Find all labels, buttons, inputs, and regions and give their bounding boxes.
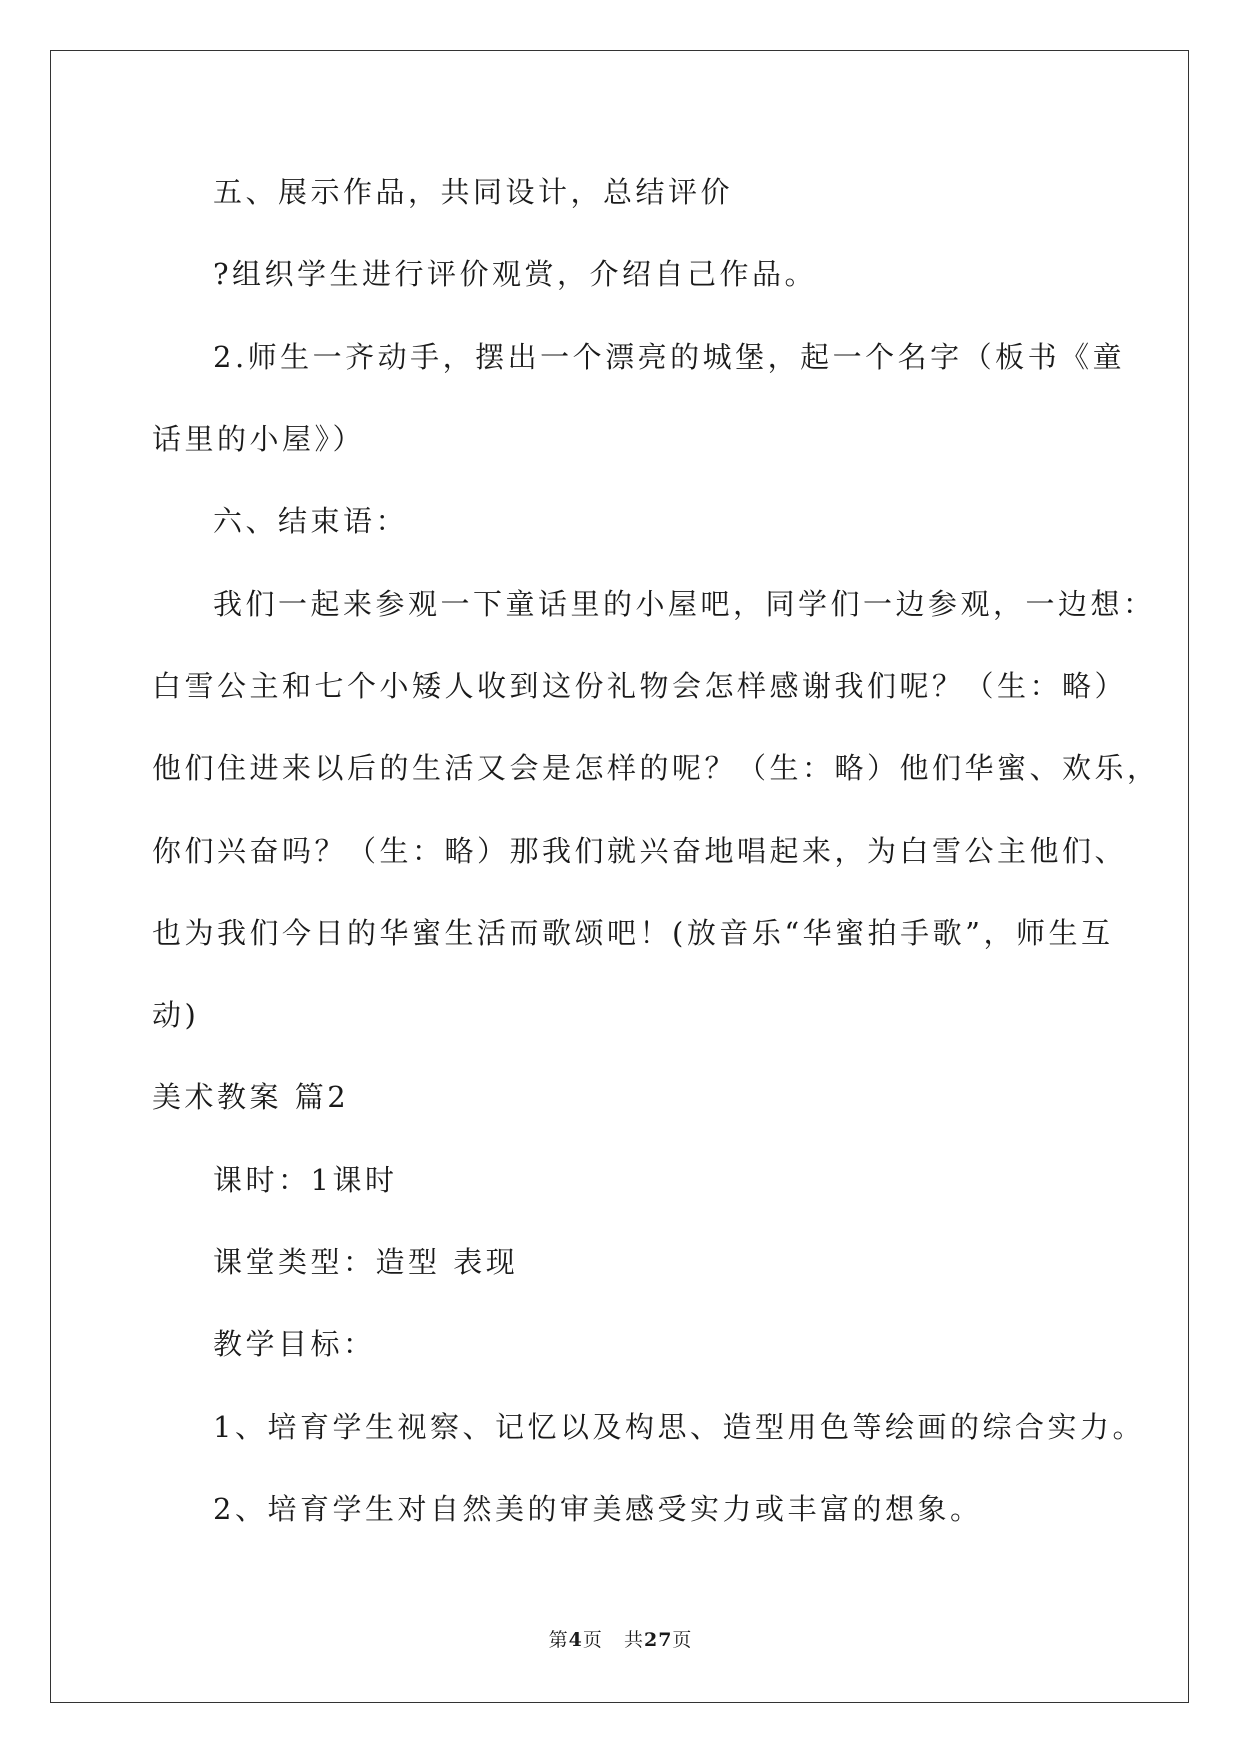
paragraph-line: 1、培育学生视察、记忆以及构思、造型用色等绘画的综合实力。 <box>213 1410 1145 1444</box>
page-prefix: 第 <box>548 1629 569 1651</box>
paragraph-line: 2.师生一齐动手，摆出一个漂亮的城堡，起一个名字（板书《童 <box>213 340 1126 374</box>
paragraph-line: 课时：1课时 <box>213 1163 398 1197</box>
paragraph-line: 我们一起来参观一下童话里的小屋吧，同学们一边参观，一边想： <box>213 587 1156 621</box>
paragraph-line: 话里的小屋》） <box>152 422 366 456</box>
section-heading-5: 五、展示作品，共同设计，总结评价 <box>213 175 734 209</box>
paragraph-line: ?组织学生进行评价观赏，介绍自己作品。 <box>213 257 818 291</box>
paragraph-line: 动) <box>152 998 200 1032</box>
total-prefix: 共 <box>623 1629 644 1651</box>
page-unit: 页 <box>582 1629 603 1651</box>
total-unit: 页 <box>672 1629 693 1651</box>
paragraph-line: 他们住进来以后的生活又会是怎样的呢？（生：略）他们华蜜、欢乐， <box>152 751 1160 785</box>
paragraph-line: 教学目标： <box>213 1327 376 1361</box>
paragraph-line: 2、培育学生对自然美的审美感受实力或丰富的想象。 <box>213 1492 983 1526</box>
section-heading-6: 六、结束语： <box>213 504 409 538</box>
page-border <box>50 50 1189 1703</box>
paragraph-line: 白雪公主和七个小矮人收到这份礼物会怎样感谢我们呢？（生：略） <box>152 669 1128 703</box>
page-current: 4 <box>568 1629 583 1651</box>
paragraph-line: 你们兴奋吗？（生：略）那我们就兴奋地唱起来，为白雪公主他们、 <box>152 834 1128 868</box>
page-footer <box>0 1628 1241 1652</box>
article-title: 美术教案 篇2 <box>152 1080 350 1114</box>
paragraph-line: 也为我们今日的华蜜生活而歌颂吧！(放音乐“华蜜拍手歌”，师生互 <box>152 916 1114 950</box>
paragraph-line: 课堂类型：造型 表现 <box>213 1245 519 1279</box>
page-total: 27 <box>643 1629 673 1651</box>
